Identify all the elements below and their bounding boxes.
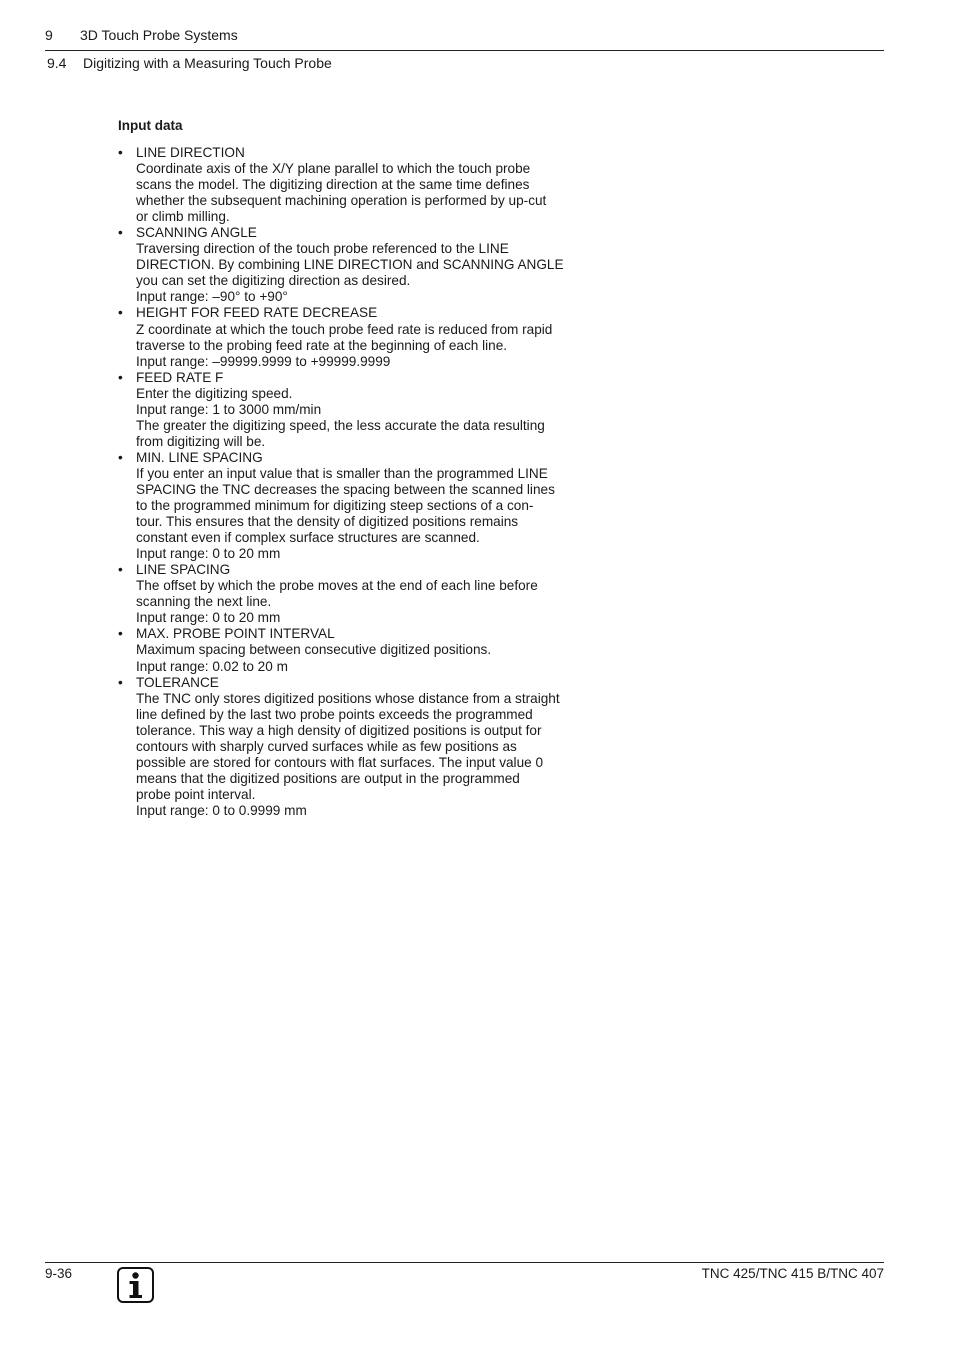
bullet: •	[118, 562, 123, 578]
parameter-description-line: possible are stored for contours with flat surfaces. The input value 0	[136, 754, 544, 770]
bullet: •	[118, 449, 123, 465]
section-title: Digitizing with a Measuring Touch Probe	[83, 55, 332, 71]
parameter-description-line: Traversing direction of the touch probe referenced to the LINE	[136, 241, 509, 257]
parameter-name: SCANNING ANGLE	[136, 225, 257, 241]
bullet: •	[118, 225, 123, 241]
bullet: •	[118, 305, 123, 321]
parameter-name: TOLERANCE	[136, 674, 219, 690]
parameter-description-line: tour. This ensures that the density of digitized positions remains	[136, 514, 519, 530]
parameter-description-line: The offset by which the probe moves at the end of each line before	[136, 578, 538, 594]
parameter-name: MAX. PROBE POINT INTERVAL	[136, 626, 335, 642]
parameter-description-line: Input range: –90° to +90°	[136, 289, 288, 305]
parameter-item	[118, 562, 618, 626]
parameter-name: LINE DIRECTION	[136, 145, 245, 160]
parameter-description-line: from digitizing will be.	[136, 433, 266, 449]
parameter-description-line: Maximum spacing between consecutive digitized positions.	[136, 642, 492, 658]
parameter-description-line: Input range: 0 to 20 mm	[136, 610, 281, 626]
parameter-description-line: Input range: 0 to 0.9999 mm	[136, 802, 307, 818]
parameter-description-line: The TNC only stores digitized positions whose distance from a straight	[136, 690, 560, 706]
parameter-description-line: Input range: 0.02 to 20 m	[136, 658, 288, 674]
parameter-description-line: If you enter an input value that is smaller than the programmed LINE	[136, 465, 548, 481]
parameter-description-line: whether the subsequent machining operation is performed by up-cut	[136, 193, 547, 209]
parameter-item	[118, 305, 618, 369]
parameter-item	[118, 370, 618, 450]
parameter-name: HEIGHT FOR FEED RATE DECREASE	[136, 305, 378, 321]
parameter-item	[118, 225, 618, 305]
main-content	[118, 116, 618, 819]
parameter-description-line: Enter the digitizing speed.	[136, 385, 293, 401]
bullet: •	[118, 626, 123, 642]
parameter-description-line: scanning the next line.	[136, 594, 272, 610]
parameter-list	[118, 145, 618, 819]
parameter-description-line: Input range: 0 to 20 mm	[136, 546, 281, 562]
parameter-name: LINE SPACING	[136, 562, 231, 578]
footer-rule	[45, 1262, 884, 1263]
parameter-description-line: tolerance. This way a high density of digitized positions is output for	[136, 722, 542, 738]
chapter-number: 9	[45, 27, 53, 43]
parameter-name: FEED RATE F	[136, 369, 224, 385]
parameter-description-line: traverse to the probing feed rate at the beginning of each line.	[136, 337, 508, 353]
parameter-description-line: line defined by the last two probe points exceeds the programmed	[136, 706, 533, 722]
page-number: 9-36	[45, 1266, 73, 1281]
bullet: •	[118, 369, 123, 385]
parameter-description-line: Coordinate axis of the X/Y plane parallel to which the touch probe	[136, 161, 531, 177]
parameter-item	[118, 450, 618, 562]
header-rule	[45, 50, 884, 51]
parameter-description-line: DIRECTION. By combining LINE DIRECTION and SCANNING ANGLE	[136, 257, 564, 273]
input-data-heading: Input data	[118, 118, 183, 133]
running-header-chapter	[45, 26, 238, 44]
parameter-item	[118, 626, 618, 674]
parameter-description-line: contours with sharply curved surfaces while as few positions as	[136, 738, 517, 754]
parameter-description-line: Z coordinate at which the touch probe feed rate is reduced from rapid	[136, 321, 553, 337]
chapter-title: 3D Touch Probe Systems	[80, 27, 238, 43]
parameter-description-line: constant even if complex surface structures are scanned.	[136, 530, 480, 546]
parameter-description-line: to the programmed minimum for digitizing steep sections of a con-	[136, 498, 534, 514]
parameter-description-line: Input range: 1 to 3000 mm/min	[136, 401, 322, 417]
bullet: •	[118, 674, 123, 690]
parameter-description-line: means that the digitized positions are output in the programmed	[136, 770, 520, 786]
parameter-description-line: scans the model. The digitizing direction at the same time defines	[136, 177, 530, 193]
parameter-description-line: you can set the digitizing direction as desired.	[136, 273, 411, 289]
parameter-description-line: Input range: –99999.9999 to +99999.9999	[136, 353, 391, 369]
parameter-description-line: or climb milling.	[136, 209, 230, 225]
parameter-description-line: probe point interval.	[136, 786, 256, 802]
parameter-item	[118, 145, 618, 225]
parameter-name: MIN. LINE SPACING	[136, 449, 263, 465]
parameter-description-line: The greater the digitizing speed, the less accurate the data resulting	[136, 417, 545, 433]
section-number: 9.4	[47, 55, 67, 71]
parameter-item	[118, 675, 618, 819]
bullet: •	[118, 145, 123, 160]
parameter-description-line: SPACING the TNC decreases the spacing between the scanned lines	[136, 481, 555, 497]
info-icon	[117, 1267, 154, 1303]
product-model: TNC 425/TNC 415 B/TNC 407	[701, 1266, 884, 1281]
running-header-section	[47, 54, 332, 72]
